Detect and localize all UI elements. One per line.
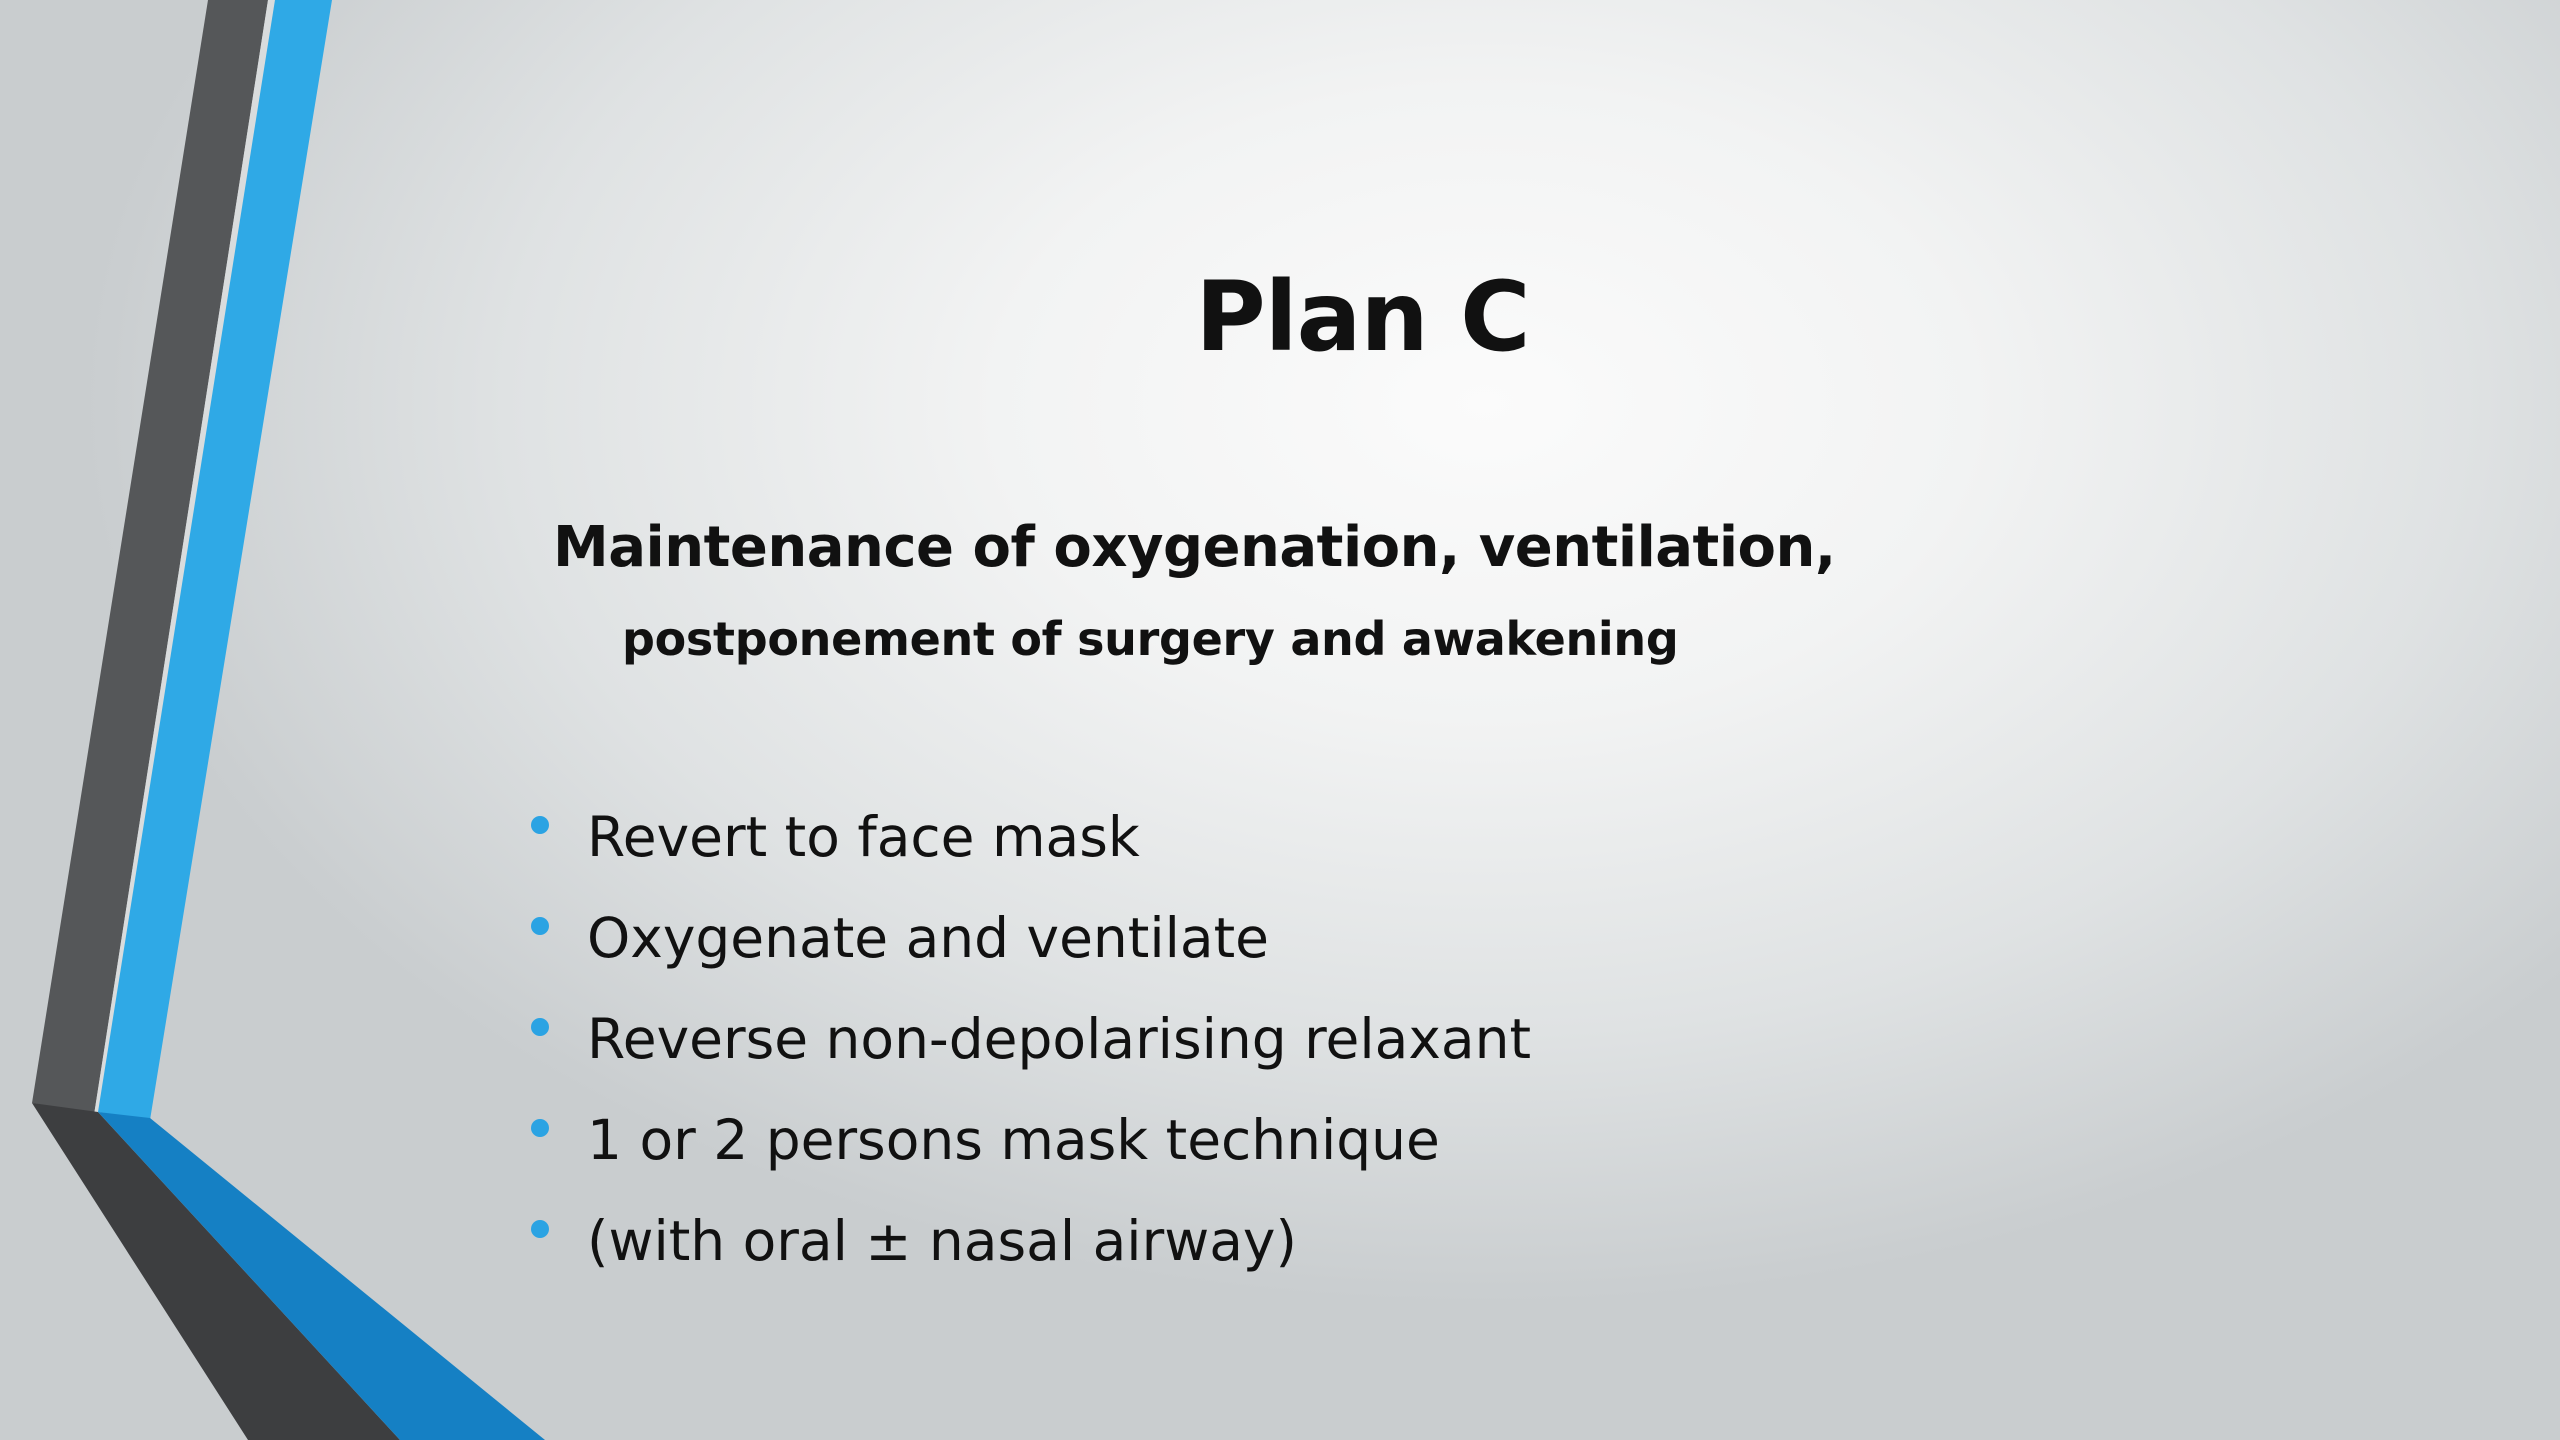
- bullet-text: Oxygenate and ventilate: [587, 906, 1270, 970]
- slide-subtitle-line-2: postponement of surgery and awakening: [622, 612, 1679, 666]
- bullet-text: 1 or 2 persons mask technique: [587, 1108, 1440, 1172]
- bullet-text: Revert to face mask: [587, 805, 1140, 869]
- bullet-dot-icon: [531, 1119, 549, 1137]
- slide-subtitle-line-1: Maintenance of oxygenation, ventilation,: [553, 515, 1836, 580]
- bullet-dot-icon: [531, 1220, 549, 1238]
- gray-band-diagonal: [32, 1103, 400, 1440]
- bullet-dot-icon: [531, 917, 549, 935]
- bullet-text: (with oral ± nasal airway): [587, 1209, 1297, 1273]
- bullet-text: Reverse non-depolarising relaxant: [587, 1007, 1532, 1071]
- slide-title: Plan C: [1195, 261, 1530, 373]
- bullet-dot-icon: [531, 1018, 549, 1036]
- bullet-dot-icon: [531, 816, 549, 834]
